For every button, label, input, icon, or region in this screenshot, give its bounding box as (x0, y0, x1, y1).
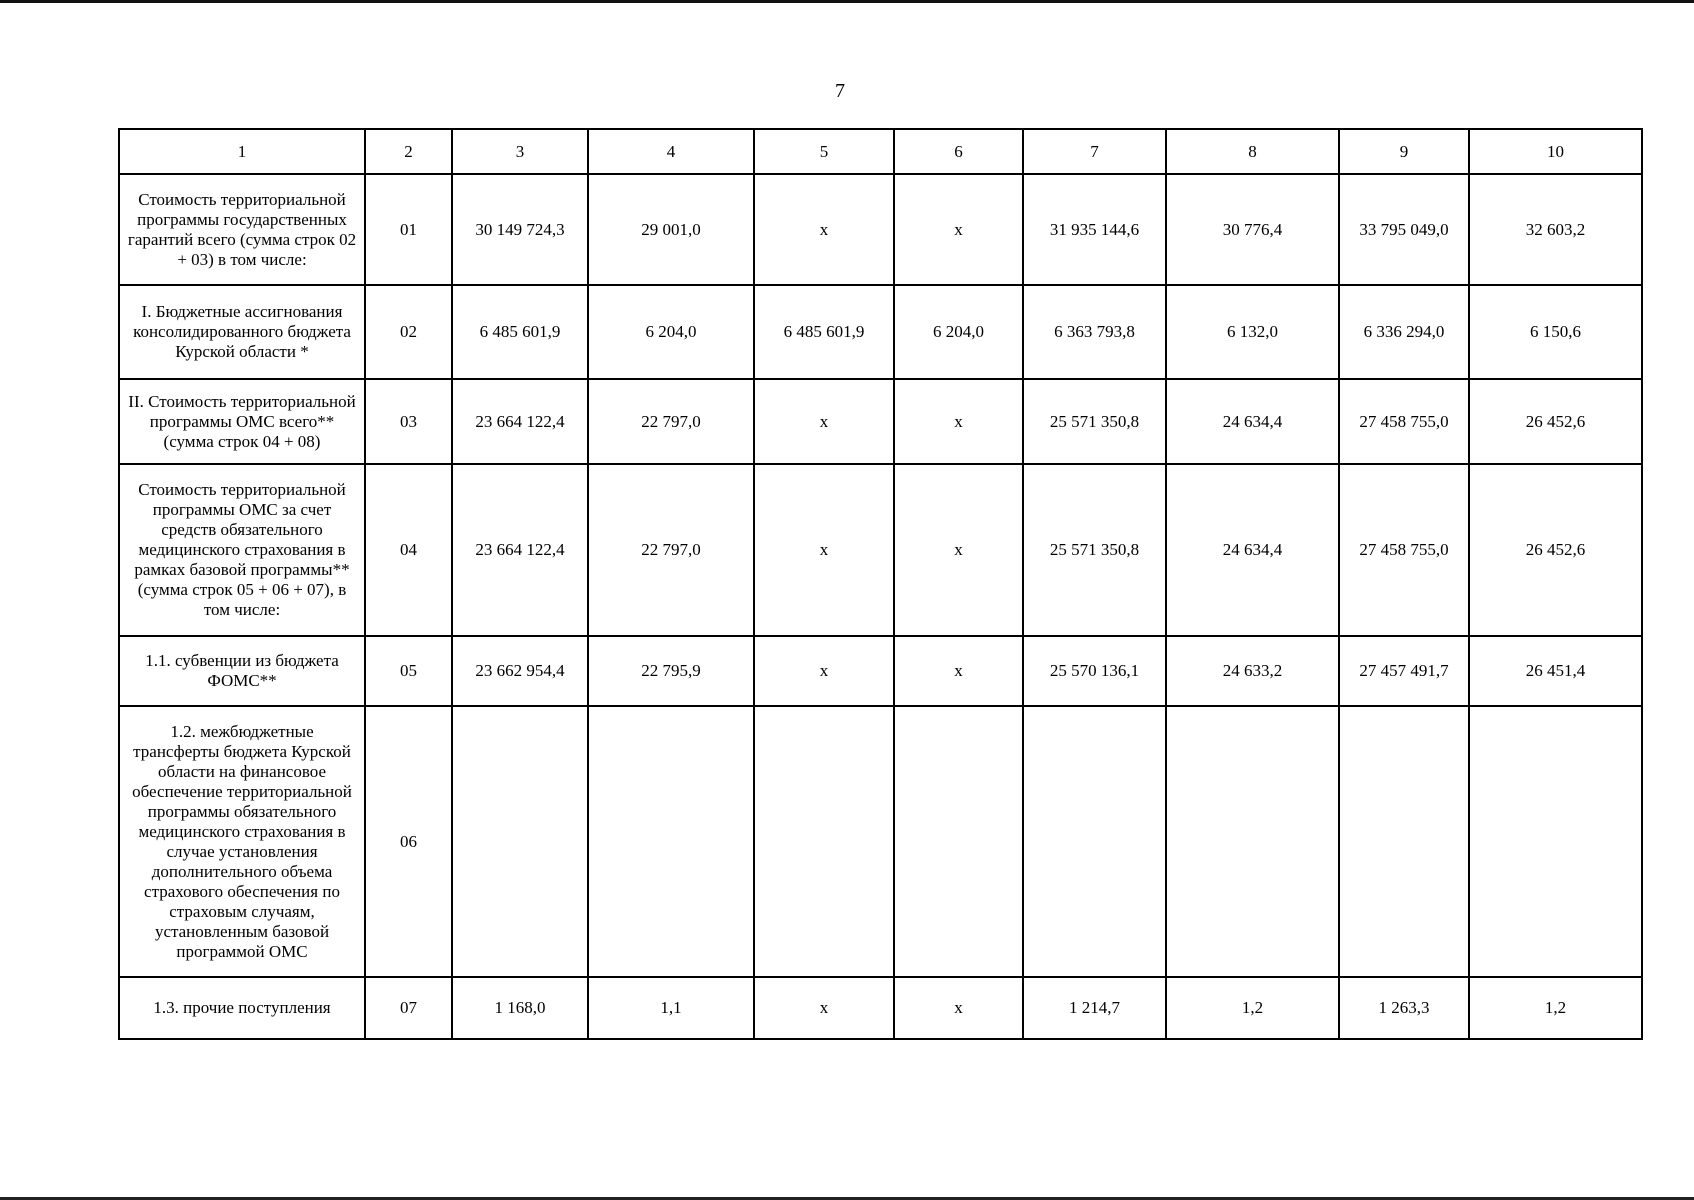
row-label: Стоимость территориальной программы государственных гарантий всего (сумма строк 02 + 03) в том числе: (119, 174, 365, 285)
row-label: 1.3. прочие поступления (119, 977, 365, 1039)
table-cell (1166, 706, 1339, 977)
row-code: 04 (365, 464, 452, 636)
table-cell: 22 797,0 (588, 464, 754, 636)
column-header: 10 (1469, 129, 1642, 174)
table-cell: 6 132,0 (1166, 285, 1339, 379)
page-number: 7 (835, 80, 845, 102)
row-label: 1.2. межбюджетные трансферты бюджета Курской области на финансовое обеспечение территориальной программы обязательного медицинского страхования в случае установления дополнительного объема страхового обеспечения по страховым случаям, установленным базовой программой ОМС (119, 706, 365, 977)
table-cell: 29 001,0 (588, 174, 754, 285)
table-cell: 26 452,6 (1469, 379, 1642, 464)
table-cell: 26 452,6 (1469, 464, 1642, 636)
table-cell: x (754, 636, 894, 706)
table-cell: 27 457 491,7 (1339, 636, 1469, 706)
table-cell: 30 149 724,3 (452, 174, 588, 285)
column-header: 5 (754, 129, 894, 174)
table-cell: x (894, 636, 1023, 706)
row-code: 07 (365, 977, 452, 1039)
table-cell: x (754, 174, 894, 285)
table-cell: 25 570 136,1 (1023, 636, 1166, 706)
table-cell (754, 706, 894, 977)
table-cell (894, 706, 1023, 977)
table-cell: 1 168,0 (452, 977, 588, 1039)
table-row (119, 285, 1642, 379)
table-cell: 24 634,4 (1166, 464, 1339, 636)
table-cell: 25 571 350,8 (1023, 464, 1166, 636)
table-cell: 27 458 755,0 (1339, 379, 1469, 464)
column-header: 9 (1339, 129, 1469, 174)
table-header-row (119, 129, 1642, 174)
table-cell: x (894, 379, 1023, 464)
column-header: 7 (1023, 129, 1166, 174)
row-code: 06 (365, 706, 452, 977)
table-cell: 6 150,6 (1469, 285, 1642, 379)
row-code: 01 (365, 174, 452, 285)
table-cell: x (754, 977, 894, 1039)
table-cell: 33 795 049,0 (1339, 174, 1469, 285)
table-cell: 23 664 122,4 (452, 379, 588, 464)
table-cell (588, 706, 754, 977)
table-row (119, 174, 1642, 285)
table-cell (1339, 706, 1469, 977)
table-cell: 6 336 294,0 (1339, 285, 1469, 379)
table-cell: 26 451,4 (1469, 636, 1642, 706)
table-cell: x (894, 464, 1023, 636)
table-cell: x (754, 379, 894, 464)
table-cell: 1,1 (588, 977, 754, 1039)
table-cell: 24 633,2 (1166, 636, 1339, 706)
table-row (119, 977, 1642, 1039)
row-label: Стоимость территориальной программы ОМС за счет средств обязательного медицинского страхования в рамках базовой программы** (сумма строк 05 + 06 + 07), в том числе: (119, 464, 365, 636)
table-cell: x (894, 977, 1023, 1039)
row-label: 1.1. субвенции из бюджета ФОМС** (119, 636, 365, 706)
table-cell: 1,2 (1469, 977, 1642, 1039)
table-row (119, 636, 1642, 706)
table-cell: 6 363 793,8 (1023, 285, 1166, 379)
table-cell: 1,2 (1166, 977, 1339, 1039)
budget-table (118, 128, 1643, 1040)
column-header: 8 (1166, 129, 1339, 174)
table-row (119, 379, 1642, 464)
table-cell: 1 263,3 (1339, 977, 1469, 1039)
table-cell: x (894, 174, 1023, 285)
table-cell: 22 797,0 (588, 379, 754, 464)
row-code: 03 (365, 379, 452, 464)
table-cell: 22 795,9 (588, 636, 754, 706)
table-cell (452, 706, 588, 977)
table-cell: 1 214,7 (1023, 977, 1166, 1039)
row-code: 05 (365, 636, 452, 706)
column-header: 2 (365, 129, 452, 174)
table-cell: 25 571 350,8 (1023, 379, 1166, 464)
table-cell: 6 204,0 (894, 285, 1023, 379)
table-cell: 6 485 601,9 (452, 285, 588, 379)
table-row (119, 464, 1642, 636)
column-header: 3 (452, 129, 588, 174)
table-cell (1469, 706, 1642, 977)
table-cell: 27 458 755,0 (1339, 464, 1469, 636)
table-cell: x (754, 464, 894, 636)
table-cell: 30 776,4 (1166, 174, 1339, 285)
row-label: I. Бюджетные ассигнования консолидированного бюджета Курской области * (119, 285, 365, 379)
column-header: 6 (894, 129, 1023, 174)
table-cell: 23 662 954,4 (452, 636, 588, 706)
table-cell: 6 485 601,9 (754, 285, 894, 379)
row-label: II. Стоимость территориальной программы ОМС всего** (сумма строк 04 + 08) (119, 379, 365, 464)
table-cell: 32 603,2 (1469, 174, 1642, 285)
top-border-line (0, 0, 1694, 3)
column-header: 4 (588, 129, 754, 174)
table-cell: 6 204,0 (588, 285, 754, 379)
table-cell: 24 634,4 (1166, 379, 1339, 464)
table-cell (1023, 706, 1166, 977)
table-cell: 31 935 144,6 (1023, 174, 1166, 285)
row-code: 02 (365, 285, 452, 379)
table-row (119, 706, 1642, 977)
table-cell: 23 664 122,4 (452, 464, 588, 636)
column-header: 1 (119, 129, 365, 174)
